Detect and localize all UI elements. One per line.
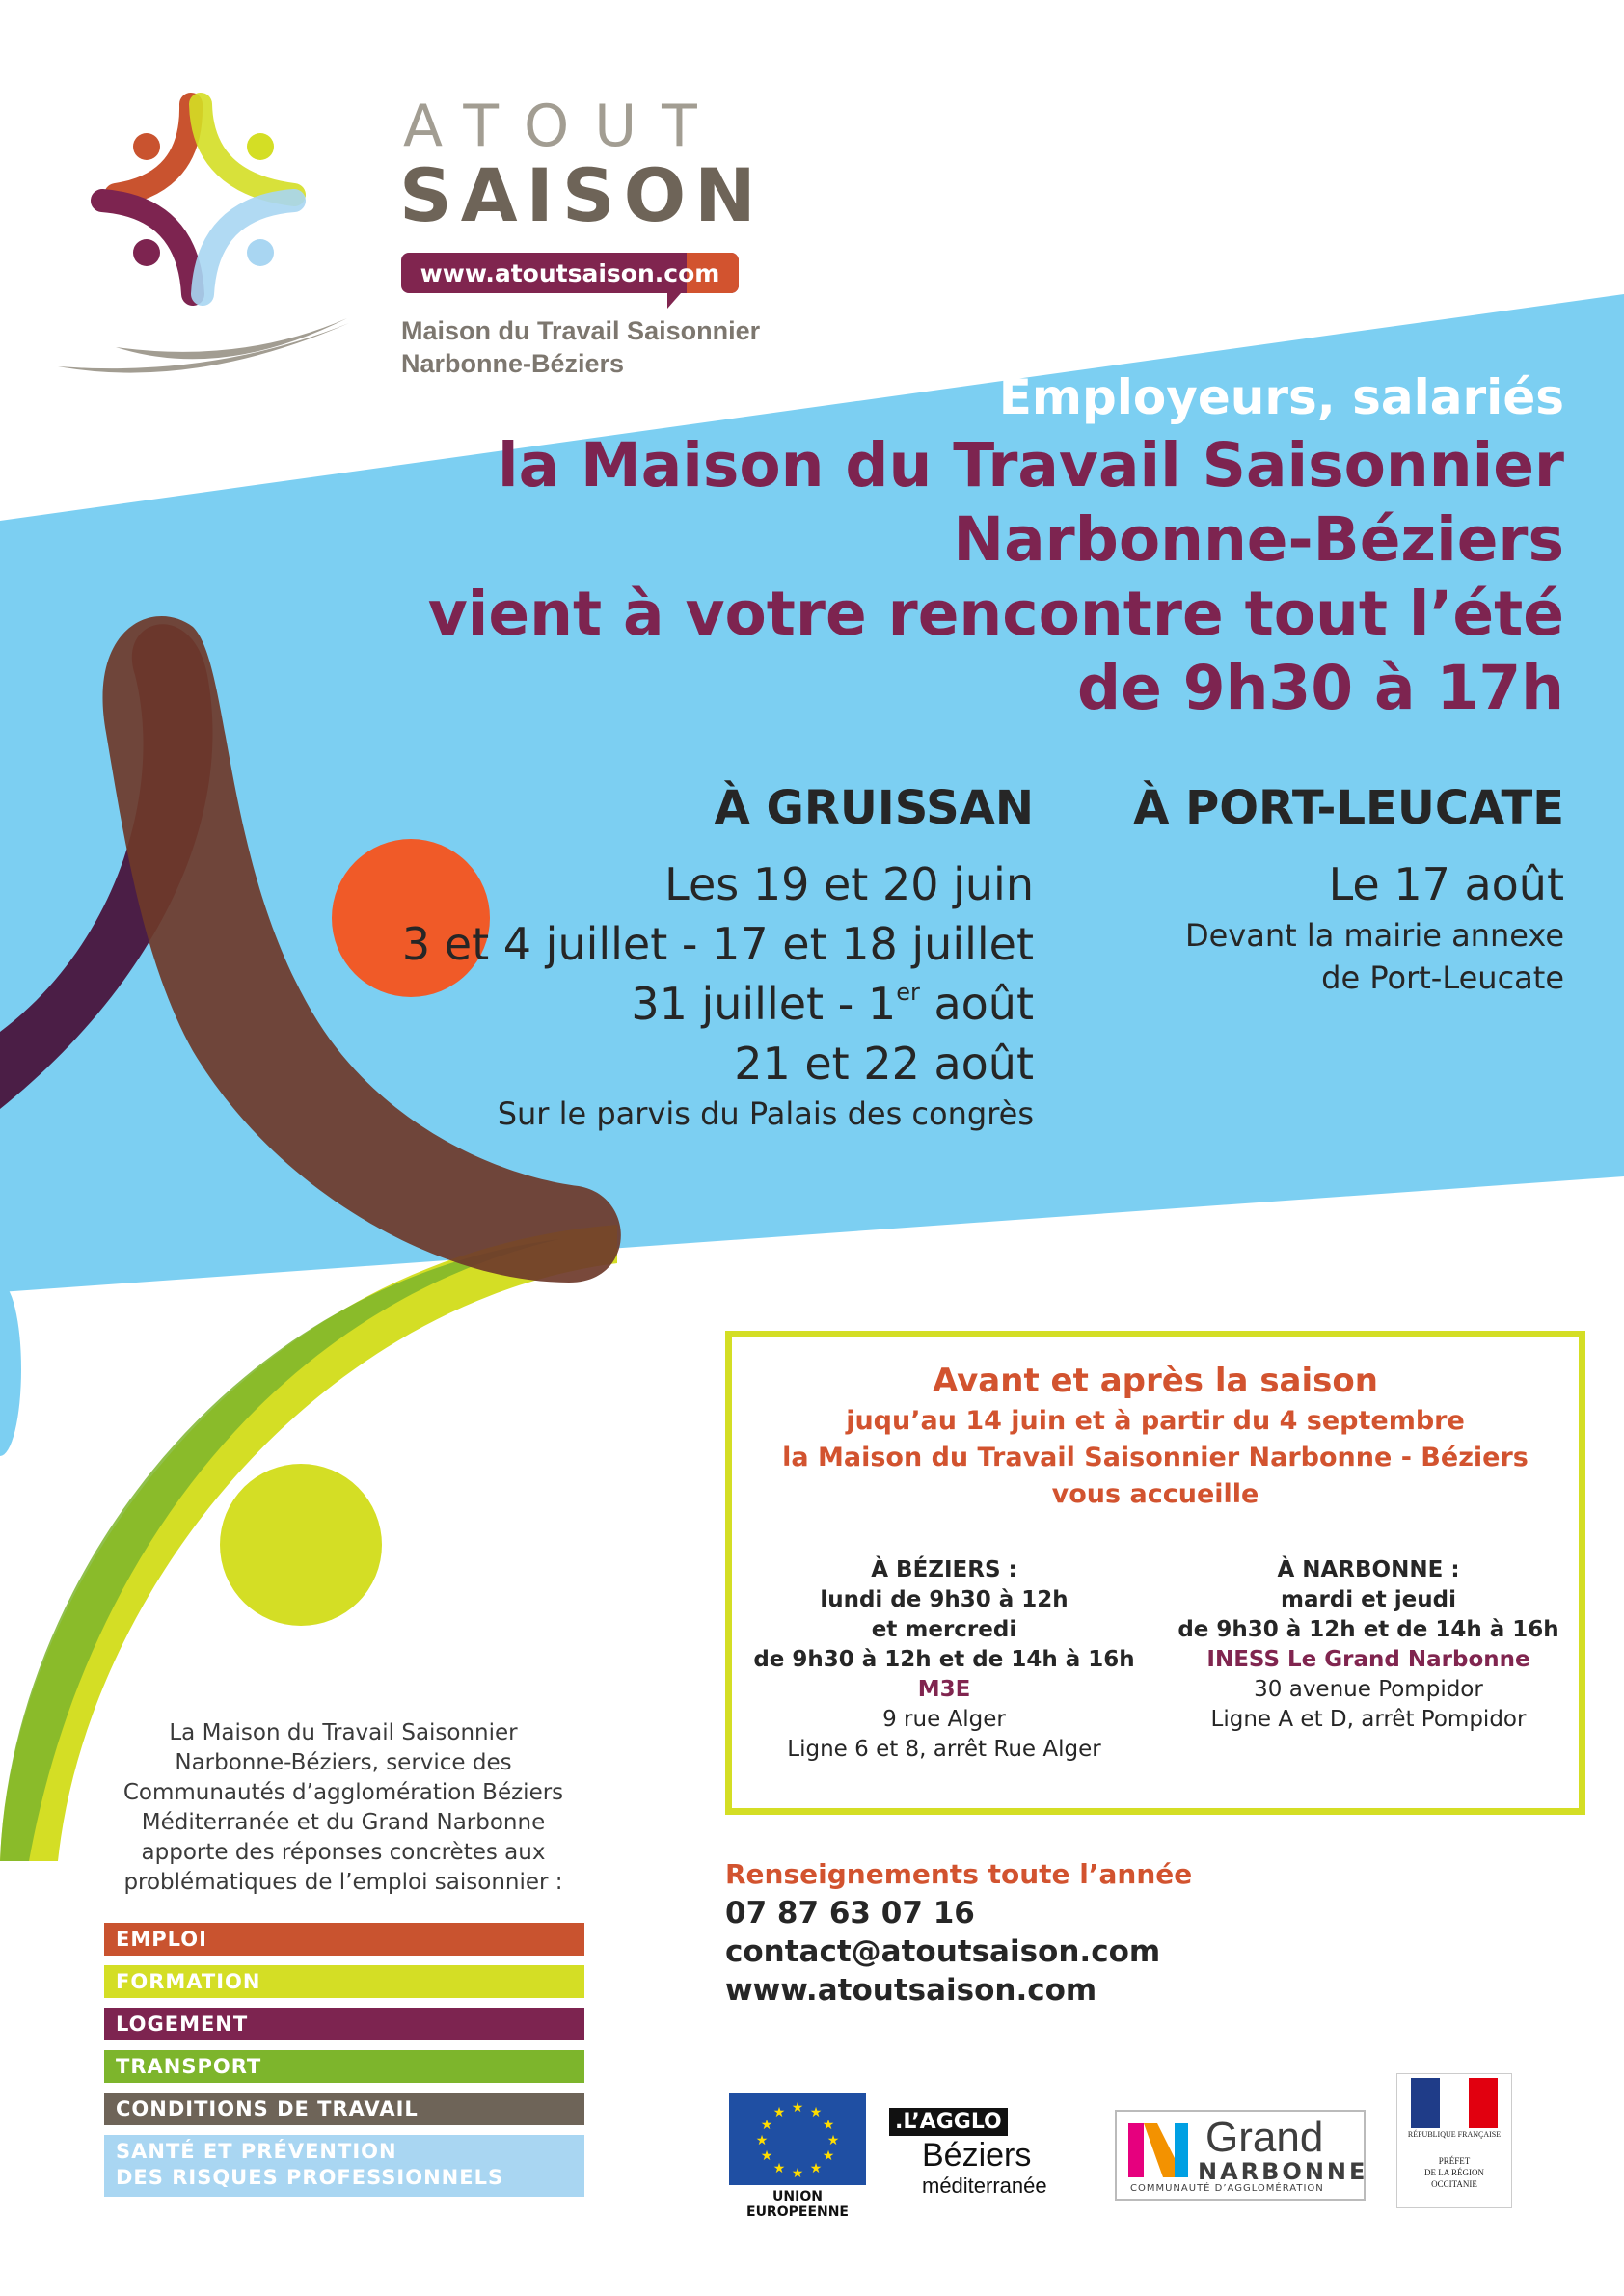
- communaute-text: COMMUNAUTÉ D’AGGLOMÉRATION: [1130, 2183, 1324, 2194]
- left-blue-edge: [0, 1283, 21, 1456]
- beziers-agglo-logo: [889, 2108, 1092, 2201]
- intro-line-3: Communautés d’agglomération Béziers: [122, 1780, 564, 1805]
- intro-text: [108, 1718, 579, 1898]
- intro-line-5: apporte des réponses concrètes aux: [141, 1840, 546, 1865]
- atout-saison-logo-icon: [58, 104, 349, 373]
- beziers-address: 9 rue Alger: [882, 1707, 1006, 1732]
- gruissan-date-3: [402, 974, 1034, 1034]
- headline: [428, 366, 1564, 725]
- prefet-line-3: OCCITANIE: [1431, 2179, 1477, 2189]
- off-season-line-3: vous accueille: [1051, 1479, 1259, 1509]
- gruissan-date-3-pre: 31 juillet - 1: [631, 978, 897, 1030]
- narbonne-hours-1: mardi et jeudi: [1281, 1587, 1456, 1612]
- leucate-place-2: de Port-Leucate: [1321, 959, 1564, 996]
- eu-flag-logo: [729, 2093, 866, 2185]
- grand-narbonne-logo: [1115, 2110, 1366, 2201]
- tag-sante: [104, 2135, 584, 2197]
- svg-text:★: ★: [791, 2100, 804, 2116]
- beziers-venue: M3E: [917, 1677, 971, 1702]
- leucate-title: À PORT-LEUCATE: [1133, 781, 1564, 835]
- gruissan-date-4: 21 et 22 août: [734, 1038, 1034, 1090]
- svg-text:★: ★: [772, 2161, 786, 2176]
- narbonne-office: [1176, 1555, 1561, 1735]
- gruissan-place: Sur le parvis du Palais des congrès: [497, 1095, 1034, 1132]
- svg-text:★: ★: [822, 2118, 835, 2133]
- brand-url-badge[interactable]: [401, 253, 739, 293]
- marianne-flag-icon: [1411, 2078, 1498, 2128]
- contact-email[interactable]: contact@atoutsaison.com: [725, 1934, 1161, 1969]
- gruissan-date-3-post: août: [919, 978, 1034, 1030]
- contact-web[interactable]: www.atoutsaison.com: [725, 1973, 1097, 2008]
- narbonne-text: NARBONNE: [1198, 2158, 1368, 2185]
- prefet-text: [1401, 2155, 1507, 2190]
- contact-block: [725, 1855, 1192, 2010]
- narbonne-title: À NARBONNE :: [1277, 1557, 1460, 1582]
- gruissan-date-2: 3 et 4 juillet - 17 et 18 juillet: [401, 918, 1034, 970]
- narbonne-venue: INESS Le Grand Narbonne: [1206, 1647, 1530, 1672]
- tag-transport: TRANSPORT: [104, 2050, 584, 2083]
- off-season-box: [725, 1331, 1585, 1815]
- svg-text:★: ★: [760, 2118, 773, 2133]
- gruissan-date-3-sup: er: [896, 979, 920, 1006]
- narbonne-transit: Ligne A et D, arrêt Pompidor: [1210, 1707, 1527, 1732]
- intro-line-1: La Maison du Travail Saisonnier: [169, 1720, 518, 1745]
- grand-text: Grand: [1205, 2114, 1324, 2161]
- tag-sante-line-1: SANTÉ ET PRÉVENTION: [116, 2140, 397, 2163]
- tag-emploi: EMPLOI: [104, 1923, 584, 1956]
- svg-text:★: ★: [822, 2148, 835, 2164]
- beziers-transit: Ligne 6 et 8, arrêt Rue Alger: [787, 1737, 1101, 1762]
- svg-text:★: ★: [809, 2161, 823, 2176]
- svg-text:★: ★: [791, 2166, 804, 2181]
- eu-label: UNION EUROPEENNE: [746, 2189, 849, 2220]
- tag-formation: FORMATION: [104, 1965, 584, 1998]
- prefet-line-2: DE LA RÉGION: [1424, 2168, 1484, 2177]
- agglo-mediterranee: méditerranée: [922, 2174, 1047, 2198]
- brand-subtitle-2: Narbonne-Béziers: [401, 349, 625, 378]
- headline-line-2: la Maison du Travail Saisonnier: [498, 430, 1564, 500]
- gruissan-section: [402, 781, 1034, 1134]
- republique-francaise: RÉPUBLIQUE FRANÇAISE: [1407, 2130, 1502, 2139]
- beziers-office: [751, 1555, 1137, 1765]
- beziers-hours-2: et mercredi: [871, 1617, 1017, 1642]
- brand-subtitle-1: Maison du Travail Saisonnier: [401, 316, 761, 345]
- headline-line-3: Narbonne-Béziers: [953, 504, 1564, 575]
- prefet-logo: [1396, 2073, 1512, 2208]
- headline-line-1: Employeurs, salariés: [998, 369, 1564, 425]
- brand-atout: ATOUT: [403, 93, 722, 160]
- off-season-line-1: juqu’au 14 juin et à partir du 4 septembre: [846, 1406, 1465, 1436]
- leucate-date: Le 17 août: [1328, 858, 1564, 910]
- intro-line-2: Narbonne-Béziers, service des: [175, 1750, 512, 1775]
- agglo-bar: .L’AGGLO: [889, 2108, 1008, 2136]
- brand-saison: SAISON: [399, 152, 765, 238]
- gruissan-title: À GRUISSAN: [714, 781, 1034, 835]
- agglo-beziers: Béziers: [922, 2137, 1032, 2174]
- headline-line-5: de 9h30 à 17h: [1076, 653, 1564, 723]
- leucate-place-1: Devant la mairie annexe: [1184, 917, 1564, 954]
- tag-logement: LOGEMENT: [104, 2008, 584, 2040]
- narbonne-address: 30 avenue Pompidor: [1254, 1677, 1483, 1702]
- svg-text:★: ★: [760, 2148, 773, 2164]
- contact-phone[interactable]: 07 87 63 07 16: [725, 1896, 975, 1931]
- svg-text:★: ★: [755, 2133, 769, 2148]
- beziers-title: À BÉZIERS :: [871, 1557, 1017, 1582]
- beziers-hours-3: de 9h30 à 12h et de 14h à 16h: [753, 1647, 1135, 1672]
- narbonne-hours-2: de 9h30 à 12h et de 14h à 16h: [1177, 1617, 1559, 1642]
- brand-url: www.atoutsaison.com: [420, 258, 720, 287]
- gruissan-dates: [402, 854, 1034, 1094]
- grand-narbonne-n-icon: [1124, 2120, 1192, 2179]
- tag-conditions: CONDITIONS DE TRAVAIL: [104, 2093, 584, 2125]
- off-season-title: Avant et après la saison: [933, 1362, 1378, 1400]
- gruissan-date-1: Les 19 et 20 juin: [664, 858, 1034, 910]
- svg-text:★: ★: [809, 2105, 823, 2120]
- contact-heading: Renseignements toute l’année: [725, 1858, 1193, 1890]
- headline-line-4: vient à votre rencontre tout l’été: [427, 579, 1564, 649]
- leucate-section: [1133, 781, 1564, 999]
- beziers-hours-1: lundi de 9h30 à 12h: [820, 1587, 1069, 1612]
- off-season-line-2: la Maison du Travail Saisonnier Narbonne - Béziers: [782, 1443, 1529, 1472]
- intro-line-6: problématiques de l’emploi saisonnier :: [123, 1870, 563, 1895]
- prefet-line-1: PRÉFET: [1438, 2156, 1471, 2166]
- off-season-header: [732, 1359, 1579, 1513]
- svg-text:★: ★: [772, 2105, 786, 2120]
- svg-text:★: ★: [826, 2133, 840, 2148]
- tag-sante-line-2: DES RISQUES PROFESSIONNELS: [116, 2166, 504, 2189]
- intro-line-4: Méditerranée et du Grand Narbonne: [141, 1810, 546, 1835]
- lime-dot: [220, 1464, 382, 1626]
- eu-stars-icon: [729, 2093, 866, 2185]
